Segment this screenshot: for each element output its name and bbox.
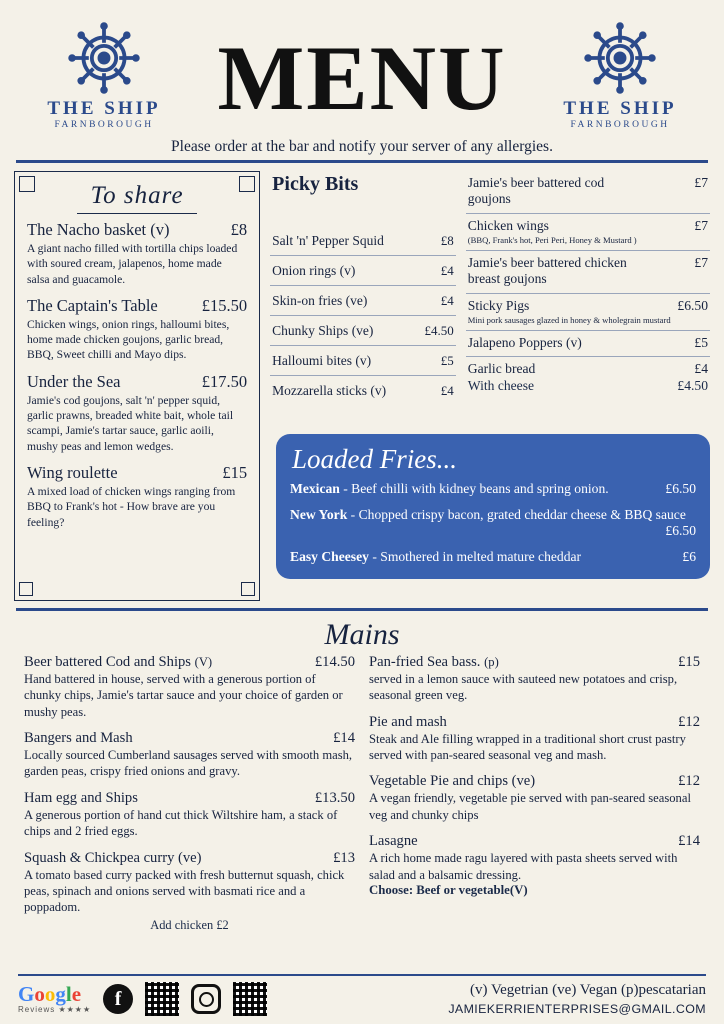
list-item[interactable] bbox=[466, 251, 710, 294]
item-name: Ham egg and Ships bbox=[24, 789, 138, 806]
item-desc: A mixed load of chicken wings ranging from BBQ to Frank's hot - How brave are you feeling? bbox=[27, 484, 236, 529]
item-name: Jalapeno Poppers (v) bbox=[467, 334, 582, 350]
google-letter: o bbox=[44, 982, 56, 1006]
item-desc: A tomato based curry packed with fresh butternut squash, chick peas, spinach and onions served with basmati rice and a poppadom. bbox=[24, 867, 345, 915]
to-share-column bbox=[14, 171, 260, 611]
item-name: Mozzarella sticks (v) bbox=[272, 383, 387, 398]
item-desc: A rich home made ragu layered with pasta sheets served with salad and a balsamic dressing. bbox=[369, 851, 678, 882]
item-price: £15 bbox=[222, 462, 248, 482]
list-item[interactable] bbox=[369, 773, 700, 823]
social-badges bbox=[18, 982, 267, 1016]
list-item[interactable] bbox=[290, 481, 696, 497]
instagram-icon[interactable] bbox=[191, 984, 221, 1014]
list-item[interactable] bbox=[27, 372, 247, 454]
item-price: £7 bbox=[694, 254, 708, 270]
picky-bits-heading: Picky Bits bbox=[272, 173, 359, 195]
item-suffix: (V) bbox=[194, 655, 213, 669]
item-price: £7 bbox=[694, 217, 708, 233]
item-name: Pie and mash bbox=[369, 713, 447, 730]
list-item[interactable] bbox=[369, 833, 700, 898]
menu-header bbox=[14, 0, 710, 142]
brand-sub: FARNBOROUGH bbox=[54, 120, 154, 130]
mains-left-column bbox=[24, 654, 355, 943]
list-item[interactable] bbox=[369, 654, 700, 704]
item-desc: Hand battered in house, served with a generous portion of chunky chips, Jamie's tartar sauce and your choice of garden or mushy peas. bbox=[24, 672, 343, 719]
item-price: £15.50 bbox=[201, 295, 248, 315]
google-letter: l bbox=[65, 982, 72, 1006]
item-desc: Locally sourced Cumberland sausages served with smooth mash, garden peas, crispy fried onions and gravy. bbox=[24, 748, 353, 779]
item-name: Wing roulette bbox=[27, 462, 118, 482]
list-item[interactable] bbox=[270, 376, 456, 405]
item-price: £14.50 bbox=[314, 654, 355, 670]
divider-mains bbox=[16, 608, 708, 611]
item-price: £4 bbox=[694, 361, 708, 377]
item-name: Chicken wings bbox=[467, 217, 549, 233]
list-item[interactable] bbox=[270, 346, 456, 376]
google-letter: g bbox=[55, 982, 66, 1006]
item-price: £4 bbox=[440, 293, 454, 308]
item-desc: A giant nacho filled with tortilla chips loaded with soured cream, jalapenos, home made salsa and guacamole. bbox=[27, 242, 238, 286]
brand-sub: FARNBOROUGH bbox=[570, 120, 670, 130]
page-title: MENU bbox=[217, 27, 507, 129]
item-price: £6 bbox=[682, 549, 696, 564]
item-price: £5 bbox=[694, 334, 708, 350]
item-price: £14 bbox=[678, 833, 700, 850]
mains-heading: Mains bbox=[324, 618, 400, 651]
heading-underline bbox=[77, 213, 197, 214]
item-price: £12 bbox=[678, 713, 700, 730]
item-name: Easy Cheesey bbox=[290, 549, 369, 564]
google-letter: o bbox=[34, 982, 45, 1006]
list-item[interactable] bbox=[290, 549, 696, 565]
item-name: Sticky Pigs bbox=[467, 297, 530, 313]
list-item[interactable] bbox=[24, 654, 355, 720]
item-price: £14 bbox=[333, 730, 355, 747]
item-desc: - Beef chilli with kidney beans and spring onion. bbox=[343, 481, 609, 496]
loaded-fries-heading: Loaded Fries... bbox=[292, 444, 457, 474]
facebook-icon[interactable]: f bbox=[103, 984, 133, 1014]
item-note: Mini pork sausages glazed in honey & wholegrain mustard bbox=[467, 314, 671, 325]
mains-section bbox=[14, 612, 710, 943]
divider-top bbox=[16, 160, 708, 163]
brand-right bbox=[540, 20, 700, 130]
ships-wheel-icon bbox=[66, 20, 142, 96]
google-letter: e bbox=[71, 982, 82, 1006]
google-letter: G bbox=[18, 982, 35, 1006]
item-name: New York bbox=[290, 507, 348, 522]
brand-name: THE SHIP bbox=[563, 98, 677, 119]
item-price: £4.50 bbox=[424, 323, 454, 338]
item-price: £13 bbox=[333, 849, 355, 866]
list-item[interactable] bbox=[270, 256, 456, 286]
add-chicken-note: Add chicken £2 bbox=[150, 917, 229, 932]
item-name: Lasagne bbox=[369, 833, 418, 850]
item-desc: A vegan friendly, vegetable pie served with pan-seared seasonal veg and chunky chips bbox=[369, 791, 691, 822]
item-name: Jamie's beer battered chicken breast goujons bbox=[467, 254, 627, 287]
item-name: Chunky Ships (ve) bbox=[272, 323, 374, 338]
item-price: £17.50 bbox=[201, 371, 248, 391]
item-note: (BBQ, Frank's hot, Peri Peri, Honey & Mustard ) bbox=[467, 234, 637, 245]
item-price: £7 bbox=[694, 175, 708, 190]
item-name: The Nacho basket (v) bbox=[27, 220, 170, 239]
google-reviews-badge[interactable] bbox=[18, 984, 91, 1014]
dietary-legend: (v) Vegetrian (ve) Vegan (p)pescatarian bbox=[469, 982, 706, 998]
list-item[interactable] bbox=[466, 294, 710, 331]
item-desc: served in a lemon sauce with sauteed new potatoes and crisp, seasonal green veg. bbox=[369, 672, 678, 703]
menu-footer bbox=[0, 970, 724, 1024]
list-item[interactable] bbox=[466, 331, 710, 357]
item-name: Jamie's beer battered cod goujons bbox=[467, 175, 605, 207]
loaded-fries-panel bbox=[276, 434, 710, 579]
item-name: Garlic bread bbox=[467, 361, 536, 377]
brand-name: THE SHIP bbox=[47, 98, 161, 119]
to-share-heading: To share bbox=[90, 182, 184, 209]
item-price: £12 bbox=[678, 773, 700, 790]
item-price: £8 bbox=[440, 233, 454, 248]
list-item[interactable] bbox=[466, 171, 710, 214]
item-price: £6.50 bbox=[665, 523, 696, 538]
item-price: £15 bbox=[678, 654, 700, 670]
item-desc: Jamie's cod goujons, salt 'n' pepper squid, garlic prawns, breaded white bait, whole tail scampi, Jamie's tartar sauce, garlic aoili, mushy peas and lemon wedges. bbox=[27, 393, 234, 453]
divider-footer bbox=[18, 974, 706, 976]
list-item[interactable] bbox=[27, 220, 247, 287]
title-block bbox=[184, 26, 540, 129]
item-price: £5 bbox=[440, 353, 454, 368]
item-price: £4 bbox=[440, 383, 454, 398]
qr-code-icon[interactable] bbox=[145, 982, 179, 1016]
item-name: Skin-on fries (ve) bbox=[272, 293, 368, 308]
item-name: Halloumi bites (v) bbox=[272, 353, 372, 368]
list-item[interactable] bbox=[270, 316, 456, 346]
item-name: Under the Sea bbox=[27, 371, 121, 391]
list-item[interactable] bbox=[270, 286, 456, 316]
item-name: Pan-fried Sea bass. bbox=[369, 654, 481, 670]
list-item[interactable] bbox=[466, 357, 710, 398]
item-name: Squash & Chickpea curry (ve) bbox=[24, 849, 202, 866]
list-item[interactable] bbox=[24, 730, 355, 780]
list-item[interactable] bbox=[290, 507, 696, 539]
mains-right-column bbox=[369, 654, 700, 943]
allergy-notice: Please order at the bar and notify your server of any allergies. bbox=[171, 138, 553, 155]
item-name: Mexican bbox=[290, 481, 340, 496]
list-item[interactable] bbox=[27, 296, 247, 363]
list-item[interactable] bbox=[27, 463, 247, 530]
list-item[interactable] bbox=[270, 226, 456, 256]
ships-wheel-icon bbox=[582, 20, 658, 96]
item-desc: Chicken wings, onion rings, halloumi bites, home made chicken goujons, garlic bread, BBQ, Sweet chilli and Mayo dips. bbox=[27, 317, 230, 362]
item-choose: Choose: Beef or vegetable(V) bbox=[369, 882, 528, 897]
item-desc: - Chopped crispy bacon, grated cheddar cheese & BBQ sauce bbox=[350, 507, 686, 522]
item-price: £6.50 bbox=[677, 297, 708, 313]
item-desc: Steak and Ale filling wrapped in a traditional short crust pastry served with pan-seared seasonal veg and mash. bbox=[369, 731, 686, 763]
item-desc: - Smothered in melted mature cheddar bbox=[372, 549, 582, 564]
to-share-frame bbox=[14, 171, 260, 601]
item-sub-price: £4.50 bbox=[677, 377, 708, 393]
item-name: Onion rings (v) bbox=[272, 263, 356, 278]
list-item[interactable] bbox=[369, 714, 700, 764]
brand-left bbox=[24, 20, 184, 130]
list-item[interactable] bbox=[24, 850, 355, 933]
google-reviews-label: Reviews ★★★★ bbox=[18, 1005, 92, 1014]
item-price: £8 bbox=[230, 220, 248, 239]
list-item[interactable] bbox=[24, 790, 355, 840]
item-price: £4 bbox=[440, 263, 454, 278]
item-name: The Captain's Table bbox=[27, 295, 158, 315]
item-name: Salt 'n' Pepper Squid bbox=[272, 233, 384, 248]
contact-email[interactable]: JAMIEKERRIENTERPRISES@GMAIL.COM bbox=[448, 1002, 706, 1016]
item-name: Beer battered Cod and Ships bbox=[24, 654, 191, 670]
item-price: £6.50 bbox=[665, 481, 696, 496]
item-name: Bangers and Mash bbox=[24, 730, 133, 747]
item-name: Vegetable Pie and chips (ve) bbox=[369, 773, 536, 790]
qr-code-icon[interactable] bbox=[233, 982, 267, 1016]
item-desc: A generous portion of hand cut thick Wiltshire ham, a stack of chips and 2 fried eggs. bbox=[24, 807, 338, 839]
item-sub-name: With cheese bbox=[467, 377, 535, 393]
item-price: £13.50 bbox=[314, 789, 355, 806]
item-suffix: (p) bbox=[484, 655, 499, 669]
list-item[interactable] bbox=[466, 214, 710, 251]
